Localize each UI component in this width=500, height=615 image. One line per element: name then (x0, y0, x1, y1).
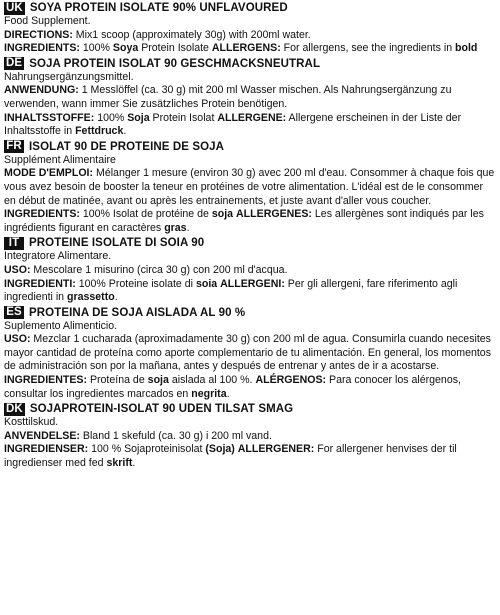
product-title: SOYA PROTEIN ISOLATE 90% UNFLAVOURED (29, 2, 288, 14)
directions-label: DIRECTIONS: (4, 28, 73, 41)
sentence-end: . (114, 291, 118, 304)
sentence-end: . (186, 221, 190, 234)
ingredients-label: INGREDIENTS: (4, 42, 80, 55)
bold-word: negrita (191, 387, 227, 400)
allergens-label: ALLERGENES: (236, 208, 312, 221)
directions-label: ANWENDUNG: (4, 84, 79, 97)
ingredients-label: INHALTSSTOFFE: (4, 111, 95, 124)
product-title: ISOLAT 90 DE PROTEINE DE SOJA (29, 140, 225, 153)
section-es (4, 306, 496, 402)
directions-text: Bland 1 skefuld (ca. 30 g) i 200 ml vand. (79, 429, 272, 442)
directions-text: Mélanger 1 mesure (environ 30 g) avec 200 ml d'eau. Consommer à chaque fois que vous avez besoin de booster la teneur en protéines de votre alimentation. L'idéal est de le consommer en début de matinée, avant ou après les entrainements, et juste avant d'aller vous coucher. (4, 167, 495, 207)
directions-label: USO: (4, 333, 31, 346)
allergens-label: ALLERGENE: (217, 111, 287, 124)
bold-word: bold (455, 42, 478, 55)
product-title: SOJAPROTEIN-ISOLAT 90 UDEN TILSAT SMAG (29, 403, 294, 416)
ingredients-text: 100 % Sojaproteinisolat (88, 443, 206, 456)
sentence-end: . (132, 457, 136, 470)
ingredients-label: INGREDIENTES: (4, 374, 87, 387)
allergens-label: ALÉRGENOS: (255, 374, 327, 387)
ingredients-paragraph (4, 112, 496, 139)
ingredients-paragraph (4, 278, 496, 305)
ingredients-paragraph (4, 208, 496, 235)
product-subtitle: Suplemento Alimenticio. (4, 319, 118, 332)
ingredients-text: aislada al 100 %. (168, 374, 256, 387)
product-subtitle: Food Supplement. (4, 15, 91, 27)
bold-word: skrift (106, 457, 133, 470)
language-code-badge: DE (6, 57, 23, 70)
soya-allergen: soja (211, 208, 234, 221)
section-fr (4, 140, 496, 236)
directions-text: Mescolare 1 misurino (circa 30 g) con 200 ml d'acqua. (30, 263, 288, 276)
soya-allergen: soja (147, 374, 169, 387)
allergens-text: Allergene erscheinen in der Liste der Inhaltsstoffe in (4, 111, 462, 138)
sentence-end: . (123, 125, 127, 138)
allergens-text: Para conocer los alérgenos, consultar los ingredientes marcados en (4, 374, 461, 400)
bold-word: gras (164, 221, 187, 234)
section-dk (4, 402, 496, 470)
ingredients-label: INGREDIENSER: (4, 443, 89, 456)
product-subtitle: Nahrungsergänzungsmittel. (4, 70, 134, 83)
ingredients-text: Protein Isolat (149, 111, 218, 124)
section-heading (4, 236, 496, 250)
language-code-badge: DK (6, 402, 23, 415)
product-subtitle: Supplément Alimentaire (4, 153, 116, 166)
directions-label: MODE D'EMPLOI: (4, 167, 94, 180)
ingredients-text: Protein Isolate (138, 42, 212, 55)
allergens-text: Les allergènes sont indiqués par les ingrédients figurant en caractères (4, 208, 484, 234)
product-title: PROTEINE ISOLATE DI SOIA 90 (29, 237, 205, 250)
directions-label: USO: (4, 263, 31, 276)
language-code-badge: FR (4, 140, 24, 153)
allergens-text: For allergener henvises der til ingredienser med fed (4, 443, 457, 470)
directions-paragraph (4, 430, 496, 444)
soya-allergen: soia (195, 277, 218, 290)
section-heading (4, 1, 496, 15)
section-it (4, 236, 496, 304)
ingredients-label: INGREDIENTS: (4, 208, 80, 221)
section-uk (4, 1, 496, 56)
allergens-label: ALLERGENI: (220, 277, 285, 290)
section-heading (4, 57, 496, 71)
section-de (4, 57, 496, 139)
ingredients-label: INGREDIENTI: (4, 277, 76, 290)
product-title: PROTEINA DE SOJA AISLADA AL 90 % (29, 306, 246, 319)
directions-paragraph (4, 333, 496, 374)
soya-allergen: Soya (112, 42, 139, 55)
directions-text: Mezclar 1 cucharada (aproximadamente 30 g) con 200 ml de agua. Consumirla cuando necesites mayor cantidad de proteína como aporte complementario de tu alimentación. En general, los momentos de administración son por la mañana, antes y después de entrenar y antes de ir a acostarse. (4, 333, 491, 373)
ingredients-paragraph (4, 374, 496, 401)
sentence-end: . (226, 387, 230, 400)
ingredients-text: 100% Proteine isolate di (75, 277, 196, 290)
language-code-badge: IT (4, 237, 24, 250)
product-subtitle: Kosttilskud. (4, 416, 59, 429)
ingredients-text: 100% Isolat de protéine de (79, 208, 212, 221)
ingredients-text: 100% (94, 111, 128, 124)
directions-text: Mix1 scoop (approximately 30g) with 200ml water. (72, 28, 311, 41)
directions-paragraph (4, 264, 496, 278)
soya-allergen: Soja (127, 111, 150, 124)
ingredients-paragraph (4, 443, 496, 470)
ingredients-text: Proteína de (87, 374, 148, 387)
ingredients-paragraph (4, 42, 496, 56)
allergens-text: Per gli allergeni, fare riferimento agli ingredienti in (4, 277, 458, 304)
section-heading (4, 140, 496, 154)
product-title: SOJA PROTEIN ISOLAT 90 GESCHMACKSNEUTRAL (29, 57, 321, 70)
directions-label: ANVENDELSE: (4, 429, 80, 442)
directions-text: 1 Messlöffel (ca. 30 g) mit 200 ml Wasser mischen. Als Nahrungsergänzung zu verwenden, wann immer Sie zusätzliches Protein benötigen. (4, 84, 452, 110)
allergens-label: ALLERGENS: (211, 42, 281, 55)
section-heading (4, 402, 496, 416)
directions-paragraph (4, 167, 496, 208)
directions-paragraph (4, 84, 496, 111)
bold-word: Fettdruck (75, 125, 124, 138)
language-code-badge: UK (6, 1, 23, 14)
language-code-badge: ES (4, 306, 24, 319)
ingredients-text: 100% (79, 42, 113, 55)
product-subtitle: Integratore Alimentare. (4, 250, 112, 263)
allergens-label: ALLERGENER: (237, 443, 315, 456)
soya-allergen: (Soja) (205, 443, 235, 456)
allergens-text: For allergens, see the ingredients in (280, 42, 456, 55)
bold-word: grassetto (67, 291, 115, 304)
section-heading (4, 306, 496, 320)
directions-paragraph (4, 29, 496, 43)
